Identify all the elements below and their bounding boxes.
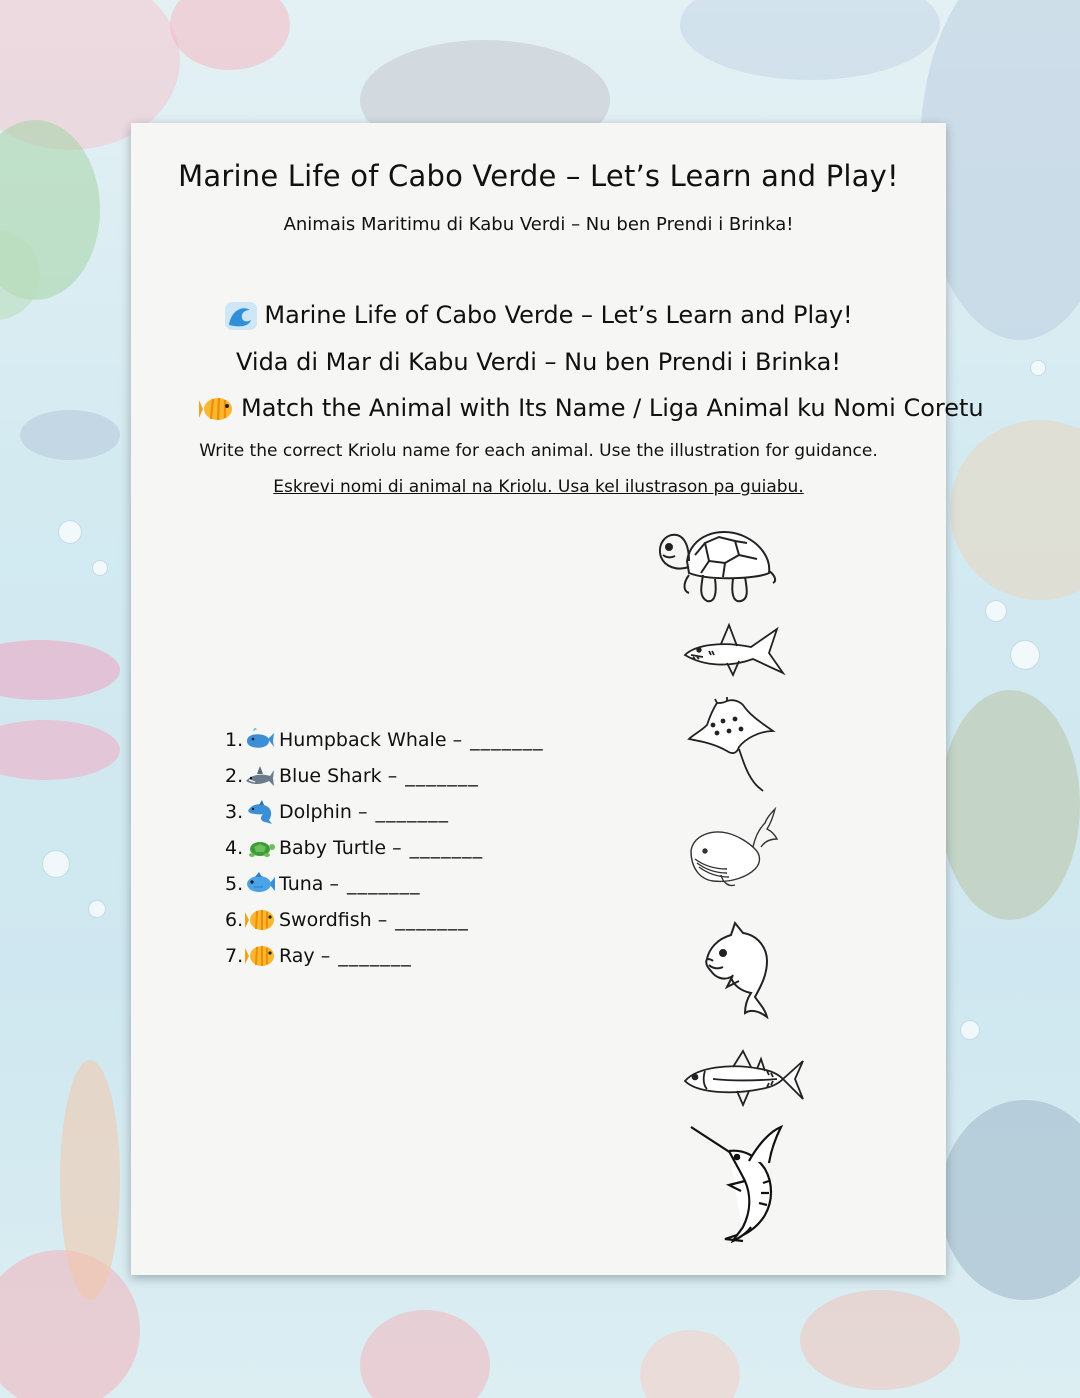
answer-blank: – _______ bbox=[329, 873, 421, 895]
item-number: 1. bbox=[225, 729, 244, 751]
item-number: 4. bbox=[225, 837, 244, 859]
instruction-kriolu: Eskrevi nomi di animal na Kriolu. Usa kel ilustrason pa guiabu. bbox=[273, 477, 804, 497]
answer-blank: – _______ bbox=[392, 837, 484, 859]
dolphin-icon bbox=[245, 799, 275, 825]
section-heading-kriolu: Vida di Mar di Kabu Verdi – Nu ben Prendi i Brinka! bbox=[236, 348, 841, 376]
turtle-drawing bbox=[649, 521, 779, 609]
list-item bbox=[225, 797, 449, 827]
activity-title-text: Match the Animal with Its Name / Liga Animal ku Nomi Coretu bbox=[241, 394, 984, 422]
wave-icon bbox=[224, 301, 258, 331]
section-heading-en bbox=[131, 301, 946, 331]
answer-blank: – _______ bbox=[320, 945, 412, 967]
whale-icon bbox=[245, 727, 275, 753]
tropical-fish-icon bbox=[199, 394, 235, 424]
tropical-fish-icon bbox=[245, 943, 275, 969]
list-item bbox=[225, 833, 483, 863]
item-number: 3. bbox=[225, 801, 244, 823]
list-item bbox=[225, 905, 469, 935]
shark-icon bbox=[245, 763, 275, 789]
shark-drawing bbox=[681, 621, 787, 679]
answer-blank: – _______ bbox=[358, 801, 450, 823]
worksheet-page bbox=[131, 123, 984, 1275]
whale-drawing bbox=[687, 807, 779, 889]
fish-icon bbox=[245, 871, 275, 897]
instruction-en: Write the correct Kriolu name for each animal. Use the illustration for guidance. bbox=[199, 441, 878, 461]
animal-name: Tuna bbox=[279, 873, 324, 895]
dolphin-drawing bbox=[703, 919, 777, 1019]
animal-name: Ray bbox=[279, 945, 315, 967]
animal-name: Dolphin bbox=[279, 801, 352, 823]
answer-blank: – _______ bbox=[377, 909, 469, 931]
activity-title bbox=[199, 394, 984, 424]
item-number: 2. bbox=[225, 765, 244, 787]
animal-name: Swordfish bbox=[279, 909, 372, 931]
list-item bbox=[225, 725, 544, 755]
page-subtitle: Animais Maritimu di Kabu Verdi – Nu ben Prendi i Brinka! bbox=[283, 214, 794, 235]
animal-name: Baby Turtle bbox=[279, 837, 387, 859]
item-number: 6. bbox=[225, 909, 244, 931]
animal-name: Blue Shark bbox=[279, 765, 382, 787]
page-title: Marine Life of Cabo Verde – Let’s Learn and Play! bbox=[178, 159, 899, 193]
item-number: 5. bbox=[225, 873, 244, 895]
tropical-fish-icon bbox=[245, 907, 275, 933]
ray-drawing bbox=[687, 697, 777, 793]
tuna-drawing bbox=[683, 1047, 807, 1109]
animal-name: Humpback Whale bbox=[279, 729, 447, 751]
list-item bbox=[225, 761, 479, 791]
list-item bbox=[225, 941, 412, 971]
swordfish-drawing bbox=[689, 1123, 805, 1243]
item-number: 7. bbox=[225, 945, 244, 967]
section-heading-en-text: Marine Life of Cabo Verde – Let’s Learn and Play! bbox=[264, 301, 853, 329]
list-item bbox=[225, 869, 421, 899]
turtle-icon bbox=[245, 835, 275, 861]
answer-blank: – _______ bbox=[387, 765, 479, 787]
answer-blank: – _______ bbox=[452, 729, 544, 751]
